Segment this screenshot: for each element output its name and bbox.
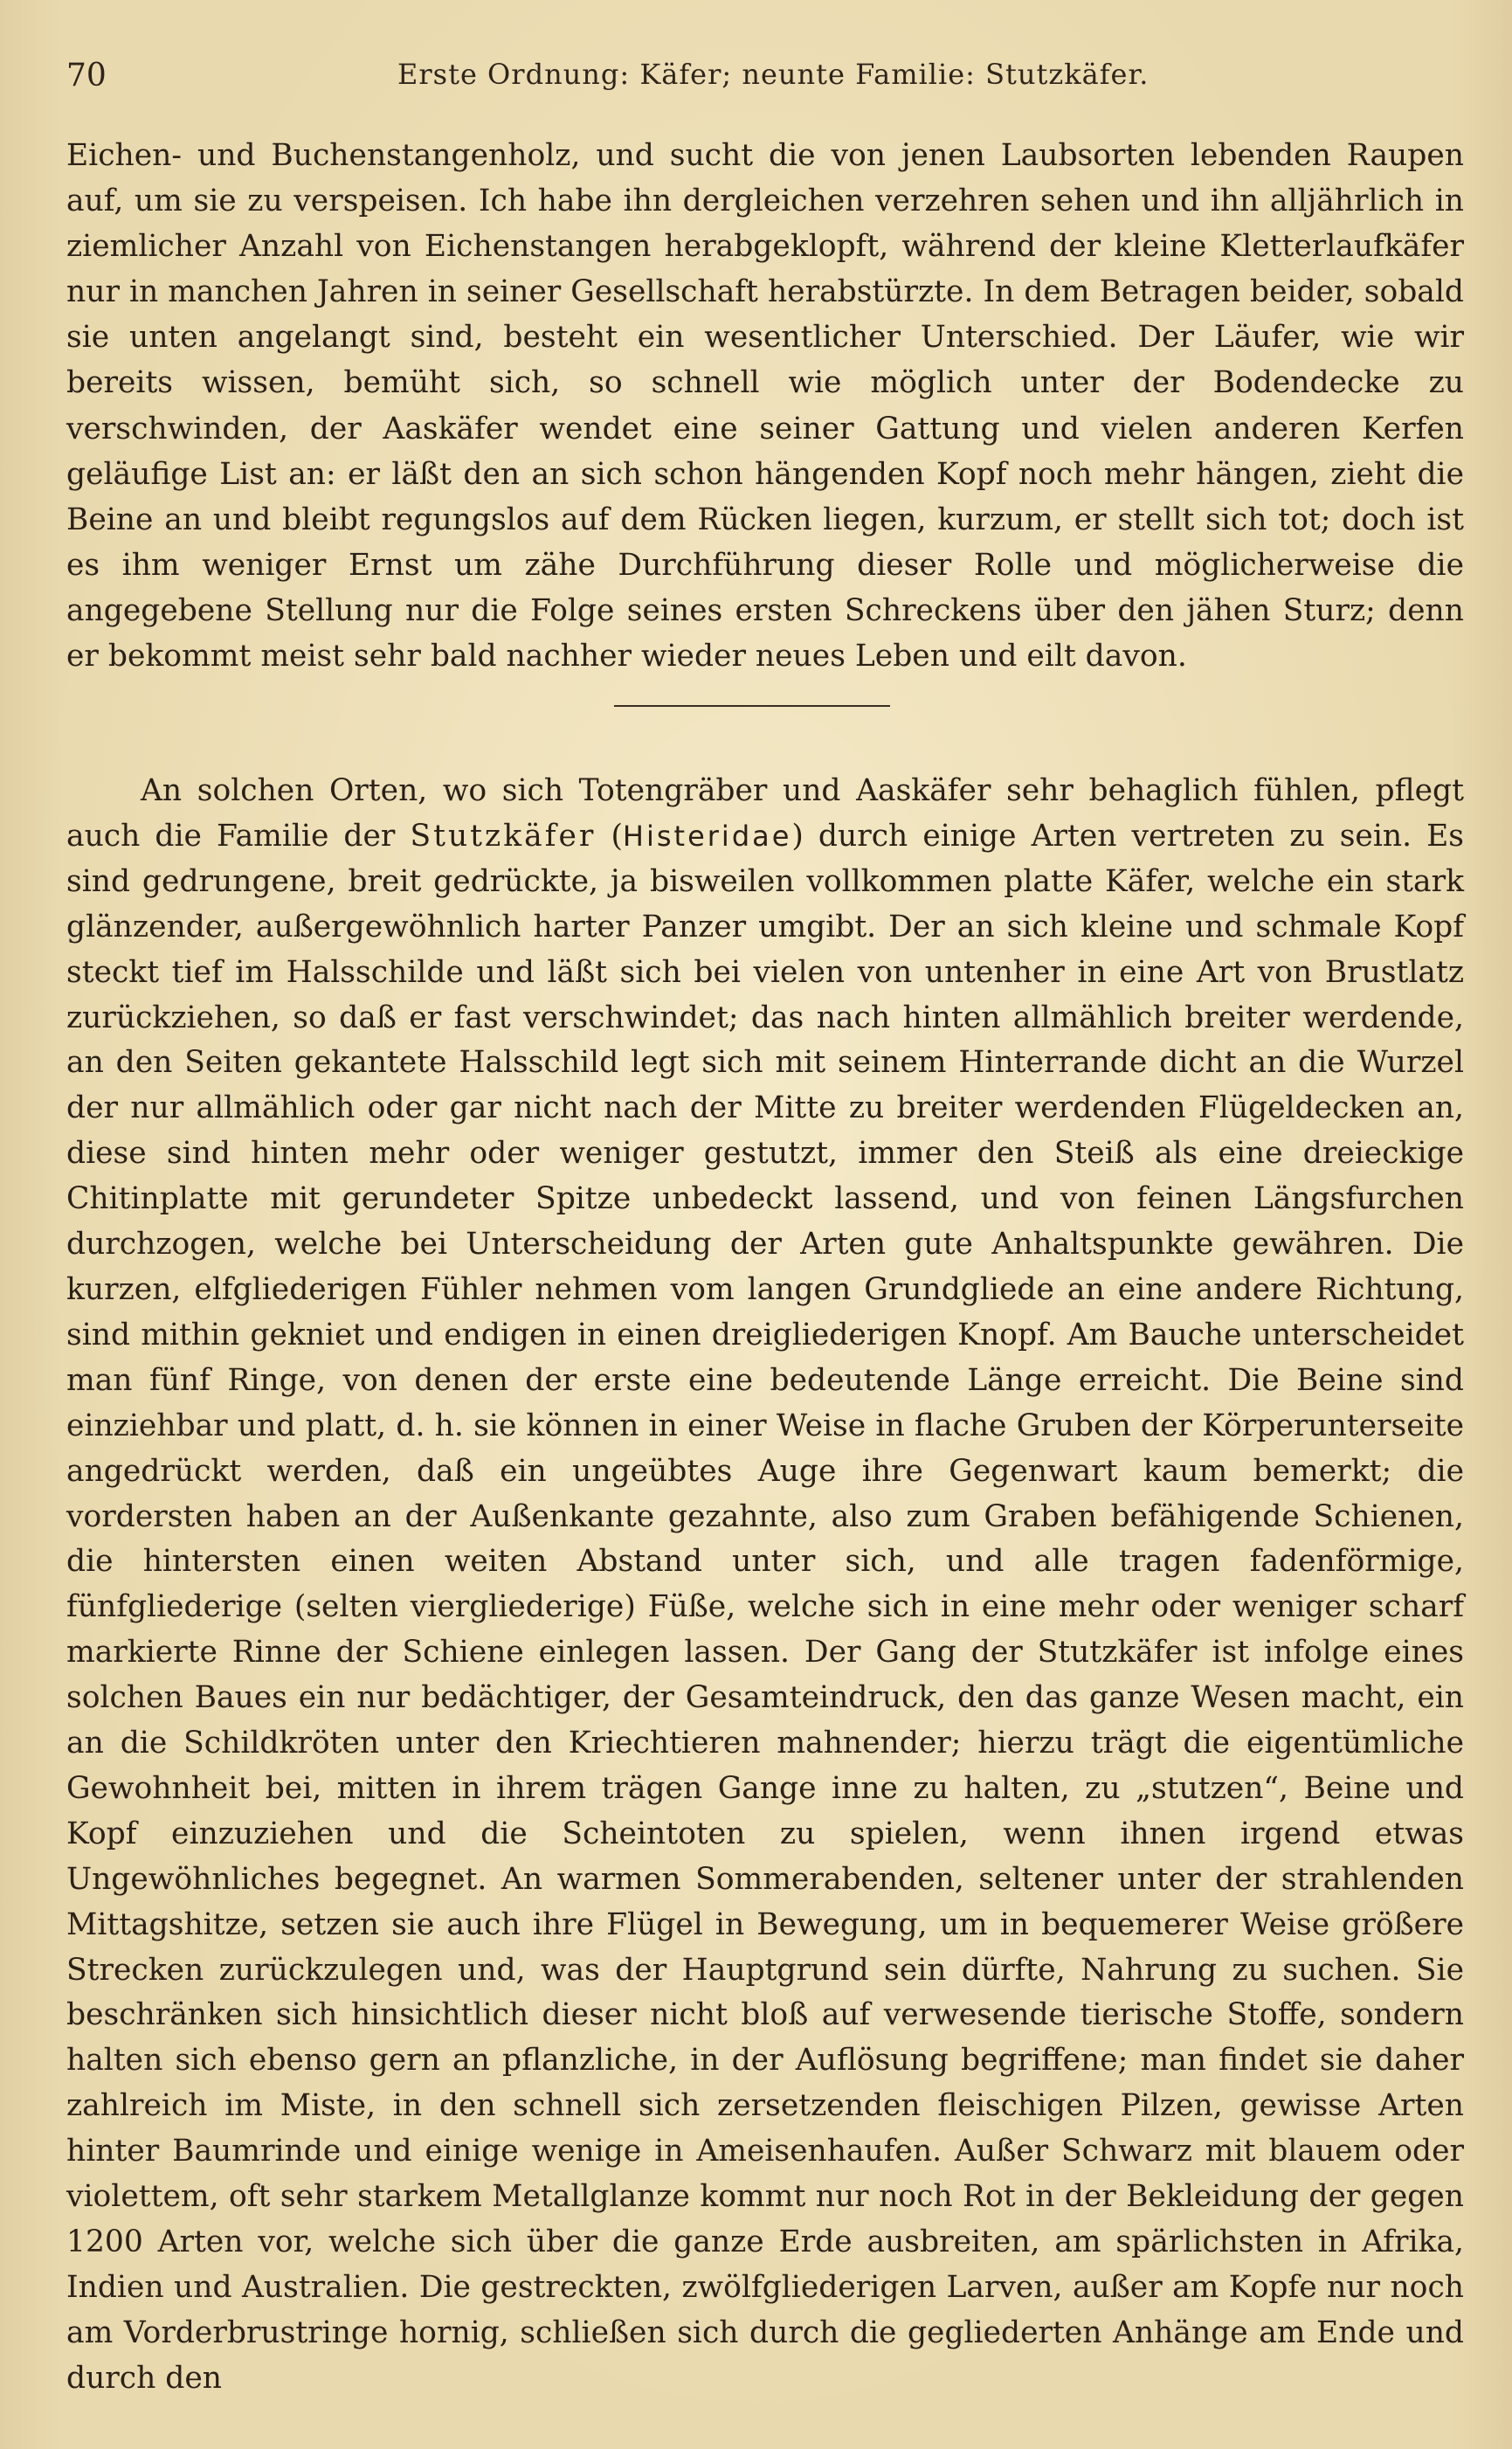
family-name: Stutzkäfer — [410, 818, 597, 854]
paragraph-2-text-c: ) durch einige Arten vertreten zu sein. Es sind gedrungene, breit gedrückte, ja bisweilen vollkommen platte Käfer, welche ein stark glänzender, außergewöhnlich harter Panzer umgibt. Der an sich kleine und schmale Kopf steckt tief im Halsschilde und läßt sich bei vielen von untenher in eine Art von Brustlatz zurückziehen, so daß er fast verschwindet; das nach hinten allmählich breiter werdende, an den Seiten gekantete Halsschild legt sich mit seinem Hinterrande dicht an die Wurzel der nur allmählich oder gar nicht nach der Mitte zu breiter werdenden Flügeldecken an, diese sind hinten mehr oder weniger gestutzt, immer den Steiß als eine dreieckige Chitinplatte mit gerundeter Spitze unbedeckt lassend, und von feinen Längsfurchen durchzogen, welche bei Unterscheidung der Arten gute Anhaltspunkte gewähren. Die kurzen, elfgliederigen Fühler nehmen vom langen Grundgliede an eine andere Richtung, sind mithin gekniet und endigen in einen dreigliederigen Knopf. Am Bauche unterscheidet man fünf Ringe, von denen der erste eine bedeutende Länge erreicht. Die Beine sind einziehbar und platt, d. h. sie können in einer Weise in flache Gruben der Körperunterseite angedrückt werden, daß ein ungeübtes Auge ihre Gegenwart kaum bemerkt; die vordersten haben an der Außenkante gezahnte, also zum Graben befähigende Schienen, die hintersten einen weiten Abstand unter sich, und alle tragen fadenförmige, fünfgliederige (selten viergliederige) Füße, welche sich in eine mehr oder weniger scharf markierte Rinne der Schiene einlegen lassen. Der Gang der Stutzkäfer ist infolge eines solchen Baues ein nur bedächtiger, der Gesamteindruck, den das ganze Wesen macht, ein an die Schildkröten unter den Kriechtieren mahnender; hierzu trägt die eigentümliche Gewohnheit bei, mitten in ihrem trägen Gange inne zu halten, zu „stutzen“, Beine und Kopf einzuziehen und die Scheintoten zu spielen, wenn ihnen irgend etwas Ungewöhnliches begegnet. An warmen Sommerabenden, seltener unter der strahlenden Mittagshitze, setzen sie auch ihre Flügel in Bewegung, um in bequemerer Weise größere Strecken zurückzulegen und, was der Hauptgrund sein dürfte, Nahrung zu suchen. Sie beschränken sich hinsichtlich dieser nicht bloß auf verwesende tierische Stoffe, sondern halten sich ebenso gern an pflanzliche, in der Auflösung begriffene; man findet sie daher zahlreich im Miste, in den schnell sich zersetzenden fleischigen Pilzen, gewisse Arten hinter Baumrinde und einige wenige in Ameisenhaufen. Außer Schwarz mit blauem oder violettem, oft sehr starkem Metallglanze kommt nur noch Rot in der Bekleidung der gegen 1200 Arten vor, welche sich über die ganze Erde ausbreiten, am spärlichsten in Afrika, Indien und Australien. Die gestreckten, zwölfgliederigen Larven, außer am Kopfe nur noch am Vorderbrustringe hornig, schließen sich durch die gegliederten Anhänge am Ende und durch den — [66, 818, 1464, 2396]
paragraph-2 — [66, 769, 1464, 2402]
paragraph-block-1 — [66, 133, 1464, 679]
paragraph-2-text-b: ( — [596, 818, 623, 854]
running-head: Erste Ordnung: Käfer; neunte Familie: Stutzkäfer. — [397, 58, 1150, 91]
page-number: 70 — [66, 58, 107, 93]
paragraph-2-text-a: An solchen Orten, wo sich Totengräber und Aaskäfer sehr behaglich fühlen, pflegt auch die Familie der — [66, 773, 1464, 854]
paragraph-block-2 — [66, 769, 1464, 2402]
paragraph-1: Eichen- und Buchenstangenholz, und sucht die von jenen Laubsorten lebenden Raupen auf, um sie zu verspeisen. Ich habe ihn dergleichen verzehren sehen und ihn alljährlich in ziemlicher Anzahl von Eichenstangen herabgeklopft, während der kleine Kletterlaufkäfer nur in manchen Jahren in seiner Gesellschaft herabstürzte. In dem Betragen beider, sobald sie unten angelangt sind, besteht ein wesentlicher Unterschied. Der Läufer, wie wir bereits wissen, bemüht sich, so schnell wie möglich unter der Bodendecke zu verschwinden, der Aaskäfer wendet eine seiner Gattung und vielen anderen Kerfen geläufige List an: er läßt den an sich schon hängenden Kopf noch mehr hängen, zieht die Beine an und bleibt regungslos auf dem Rücken liegen, kurzum, er stellt sich tot; doch ist es ihm weniger Ernst um zähe Durchführung dieser Rolle und möglicherweise die angegebene Stellung nur die Folge seines ersten Schreckens über den jähen Sturz; denn er bekommt meist sehr bald nachher wieder neues Leben und eilt davon. — [66, 138, 1464, 675]
latin-family-name: Histeridae — [622, 819, 792, 853]
section-divider — [614, 705, 890, 707]
